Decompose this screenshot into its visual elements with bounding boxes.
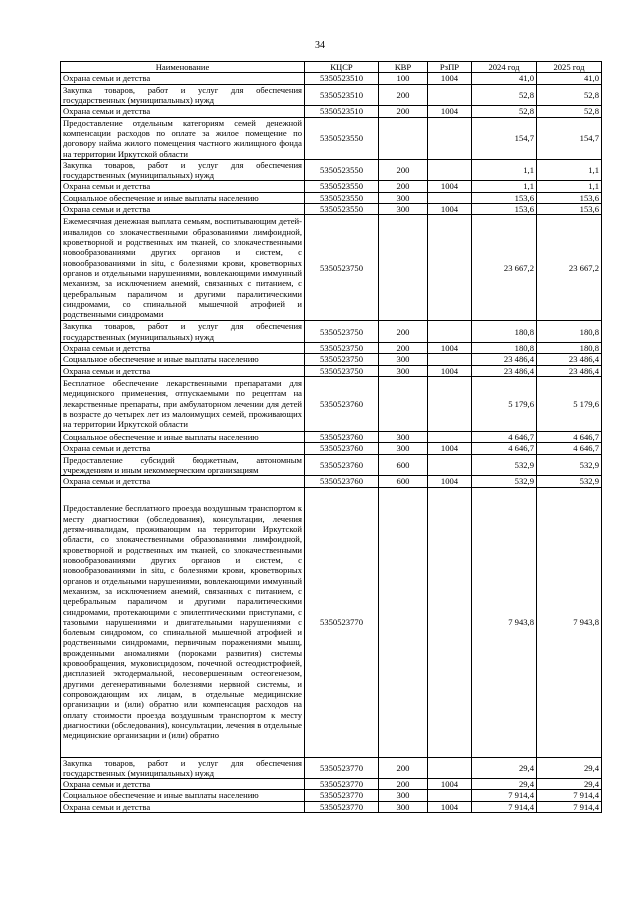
cell-2024: 1,1 xyxy=(472,159,537,181)
cell-name: Охрана семьи и детства xyxy=(61,106,305,117)
column-header-2025: 2025 год xyxy=(537,62,602,73)
cell-2024: 153,6 xyxy=(472,204,537,215)
cell-kvr: 100 xyxy=(379,73,428,84)
cell-kvr xyxy=(379,376,428,431)
cell-2025: 5 179,6 xyxy=(537,376,602,431)
cell-2025: 1,1 xyxy=(537,181,602,192)
cell-2025: 532,9 xyxy=(537,476,602,487)
cell-kcsr: 5350523760 xyxy=(305,376,379,431)
cell-rzpr: 1004 xyxy=(428,73,472,84)
table-row xyxy=(61,73,602,84)
cell-rzpr xyxy=(428,431,472,442)
cell-2025: 180,8 xyxy=(537,343,602,354)
cell-kcsr: 5350523750 xyxy=(305,365,379,376)
cell-kvr: 300 xyxy=(379,354,428,365)
cell-kvr xyxy=(379,487,428,757)
table-row xyxy=(61,321,602,343)
cell-rzpr: 1004 xyxy=(428,779,472,790)
cell-name: Социальное обеспечение и иные выплаты населению xyxy=(61,431,305,442)
cell-kvr: 300 xyxy=(379,431,428,442)
cell-2024: 7 914,4 xyxy=(472,801,537,812)
table-row xyxy=(61,204,602,215)
page-number: 34 xyxy=(315,40,325,51)
cell-2024: 52,8 xyxy=(472,84,537,106)
cell-2025: 29,4 xyxy=(537,779,602,790)
cell-kcsr: 5350523770 xyxy=(305,801,379,812)
cell-2024: 180,8 xyxy=(472,343,537,354)
cell-kvr: 300 xyxy=(379,443,428,454)
cell-name: Охрана семьи и детства xyxy=(61,801,305,812)
cell-2025: 153,6 xyxy=(537,204,602,215)
cell-kvr: 200 xyxy=(379,84,428,106)
cell-kvr: 200 xyxy=(379,779,428,790)
cell-rzpr xyxy=(428,454,472,476)
cell-kvr: 300 xyxy=(379,365,428,376)
cell-2024: 4 646,7 xyxy=(472,431,537,442)
cell-name: Социальное обеспечение и иные выплаты населению xyxy=(61,354,305,365)
cell-2025: 7 914,4 xyxy=(537,790,602,801)
cell-kcsr: 5350523750 xyxy=(305,215,379,321)
cell-name: Социальное обеспечение и иные выплаты населению xyxy=(61,192,305,203)
table-row xyxy=(61,343,602,354)
cell-kcsr: 5350523750 xyxy=(305,343,379,354)
cell-kvr: 200 xyxy=(379,321,428,343)
cell-kvr: 300 xyxy=(379,204,428,215)
cell-kcsr: 5350523770 xyxy=(305,487,379,757)
table-row xyxy=(61,790,602,801)
cell-2025: 52,8 xyxy=(537,84,602,106)
cell-name: Бесплатное обеспечение лекарственными препаратами для медицинского применения, отпускаемыми по рецептам на лекарственные препараты, при амбулаторном лечении для детей в возрасте до четырех лет из малоимущих семей, проживающих на территории Иркутской области xyxy=(61,376,305,431)
cell-2024: 52,8 xyxy=(472,106,537,117)
column-header-kvr: КВР xyxy=(379,62,428,73)
cell-name: Ежемесячная денежная выплата семьям, воспитывающим детей-инвалидов со злокачественными образованиями лимфоидной, кроветворной и родственных им тканей, со злокачественными новообразованиями других органов и систем, с новообразованиями in situ, с болезнями крови, кроветворных органов и отдельными нарушениями, вовлекающими иммунный механизм, за исключением анемий, связанных с питанием, с церебральным параличом и другими паралитическими синдромами, со спинальной мышечной атрофией и родственными синдромами xyxy=(61,215,305,321)
column-header-2024: 2024 год xyxy=(472,62,537,73)
cell-rzpr: 1004 xyxy=(428,365,472,376)
cell-rzpr xyxy=(428,354,472,365)
cell-2024: 153,6 xyxy=(472,192,537,203)
cell-kcsr: 5350523510 xyxy=(305,73,379,84)
table-row xyxy=(61,431,602,442)
table-body xyxy=(61,73,602,813)
cell-name: Предоставление субсидий бюджетным, автономным учреждениям и иным некоммерческим организациям xyxy=(61,454,305,476)
table-row xyxy=(61,801,602,812)
cell-2024: 5 179,6 xyxy=(472,376,537,431)
cell-kvr: 200 xyxy=(379,106,428,117)
cell-2024: 532,9 xyxy=(472,454,537,476)
budget-table xyxy=(60,61,602,813)
cell-2025: 23 486,4 xyxy=(537,365,602,376)
cell-rzpr: 1004 xyxy=(428,476,472,487)
cell-name: Охрана семьи и детства xyxy=(61,204,305,215)
cell-kvr: 300 xyxy=(379,801,428,812)
table-row xyxy=(61,106,602,117)
cell-rzpr xyxy=(428,192,472,203)
cell-2024: 180,8 xyxy=(472,321,537,343)
table-row xyxy=(61,181,602,192)
cell-rzpr xyxy=(428,84,472,106)
table-header-row xyxy=(61,62,602,73)
table-row xyxy=(61,215,602,321)
table-row xyxy=(61,365,602,376)
cell-rzpr xyxy=(428,790,472,801)
table-row xyxy=(61,487,602,757)
cell-2024: 7 943,8 xyxy=(472,487,537,757)
cell-kcsr: 5350523770 xyxy=(305,779,379,790)
column-header-kcsr: КЦСР xyxy=(305,62,379,73)
cell-kcsr: 5350523550 xyxy=(305,204,379,215)
cell-kcsr: 5350523760 xyxy=(305,443,379,454)
cell-rzpr: 1004 xyxy=(428,106,472,117)
cell-2024: 29,4 xyxy=(472,779,537,790)
cell-name: Охрана семьи и детства xyxy=(61,476,305,487)
cell-rzpr: 1004 xyxy=(428,343,472,354)
cell-2025: 180,8 xyxy=(537,321,602,343)
cell-rzpr xyxy=(428,487,472,757)
cell-kvr: 200 xyxy=(379,159,428,181)
cell-2025: 52,8 xyxy=(537,106,602,117)
cell-2025: 532,9 xyxy=(537,454,602,476)
cell-2025: 4 646,7 xyxy=(537,443,602,454)
cell-rzpr: 1004 xyxy=(428,181,472,192)
cell-name: Охрана семьи и детства xyxy=(61,443,305,454)
cell-2024: 23 486,4 xyxy=(472,354,537,365)
cell-kcsr: 5350523550 xyxy=(305,181,379,192)
cell-name: Закупка товаров, работ и услуг для обеспечения государственных (муниципальных) нужд xyxy=(61,321,305,343)
cell-2025: 41,0 xyxy=(537,73,602,84)
table-row xyxy=(61,443,602,454)
cell-kvr: 600 xyxy=(379,454,428,476)
cell-2025: 23 486,4 xyxy=(537,354,602,365)
cell-rzpr xyxy=(428,117,472,159)
cell-name: Предоставление отдельным категориям семей денежной компенсации расходов по оплате за жилое помещение по договору найма жилого помещения частного жилищного фонда на территории Иркутской области xyxy=(61,117,305,159)
cell-kcsr: 5350523760 xyxy=(305,476,379,487)
cell-kcsr: 5350523770 xyxy=(305,757,379,779)
cell-2025: 7 943,8 xyxy=(537,487,602,757)
table-row xyxy=(61,376,602,431)
cell-kcsr: 5350523760 xyxy=(305,454,379,476)
table-row xyxy=(61,454,602,476)
table-row xyxy=(61,192,602,203)
table-row xyxy=(61,476,602,487)
cell-rzpr: 1004 xyxy=(428,443,472,454)
cell-2025: 7 914,4 xyxy=(537,801,602,812)
cell-name: Предоставление бесплатного проезда воздушным транспортом к месту диагностики (обследования), консультации, лечения детям-инвалидам, проживающим на территории Иркутской области, со злокачественными образованиями лимфоидной, кроветворной и родственных им тканей, со злокачественными новообразованиями других органов и систем, с новообразованиями in situ, с болезнями крови, кроветворных органов и отдельными нарушениями, вовлекающими иммунный механизм, за исключением анемий, связанных с питанием, с церебральным параличом и другими паралитическими синдромами, протекающими с эпилептическими приступами, с тазовыми нарушениями и двигательными нарушениями с болевым синдромом, со спинальной мышечной атрофией и родственными синдромами, первичным поражениями мышц, врожденными аномалиями (пороками развития) системы кровообращения, муковисцидозом, почечной остеодистрофией, дисплазией эктодермальной, несовершенным остеогенезом, другими дегенеративными болезнями нервной системы, и сопровождающим их лицам, в отдельные медицинские организации и (или) обратно или компенсация расходов на оплату стоимости проезда воздушным транспортом к месту диагностики (обследования), консультации, лечения в отдельные медицинские организации и (или) обратно xyxy=(61,487,305,757)
cell-kcsr: 5350523510 xyxy=(305,106,379,117)
cell-2024: 4 646,7 xyxy=(472,443,537,454)
cell-2025: 1,1 xyxy=(537,159,602,181)
table-row xyxy=(61,117,602,159)
cell-name: Охрана семьи и детства xyxy=(61,343,305,354)
cell-name: Закупка товаров, работ и услуг для обеспечения государственных (муниципальных) нужд xyxy=(61,159,305,181)
cell-2024: 1,1 xyxy=(472,181,537,192)
table-row xyxy=(61,757,602,779)
cell-kcsr: 5350523550 xyxy=(305,159,379,181)
cell-2024: 7 914,4 xyxy=(472,790,537,801)
cell-rzpr xyxy=(428,159,472,181)
cell-kcsr: 5350523510 xyxy=(305,84,379,106)
cell-kvr xyxy=(379,215,428,321)
cell-name: Социальное обеспечение и иные выплаты населению xyxy=(61,790,305,801)
cell-kcsr: 5350523750 xyxy=(305,321,379,343)
cell-kvr: 200 xyxy=(379,343,428,354)
cell-rzpr: 1004 xyxy=(428,801,472,812)
cell-kcsr: 5350523770 xyxy=(305,790,379,801)
cell-rzpr xyxy=(428,376,472,431)
cell-rzpr: 1004 xyxy=(428,204,472,215)
cell-name: Охрана семьи и детства xyxy=(61,73,305,84)
cell-kvr: 200 xyxy=(379,757,428,779)
cell-2024: 154,7 xyxy=(472,117,537,159)
table-row xyxy=(61,84,602,106)
cell-2025: 153,6 xyxy=(537,192,602,203)
cell-kvr: 300 xyxy=(379,192,428,203)
cell-kcsr: 5350523550 xyxy=(305,192,379,203)
cell-2024: 29,4 xyxy=(472,757,537,779)
table-row xyxy=(61,159,602,181)
cell-2024: 41,0 xyxy=(472,73,537,84)
cell-name: Охрана семьи и детства xyxy=(61,779,305,790)
cell-2025: 4 646,7 xyxy=(537,431,602,442)
cell-kvr: 300 xyxy=(379,790,428,801)
table-row xyxy=(61,354,602,365)
cell-rzpr xyxy=(428,215,472,321)
cell-kvr xyxy=(379,117,428,159)
cell-name: Охрана семьи и детства xyxy=(61,365,305,376)
cell-name: Охрана семьи и детства xyxy=(61,181,305,192)
cell-2025: 23 667,2 xyxy=(537,215,602,321)
cell-rzpr xyxy=(428,321,472,343)
cell-2025: 29,4 xyxy=(537,757,602,779)
cell-kcsr: 5350523550 xyxy=(305,117,379,159)
column-header-name: Наименование xyxy=(61,62,305,73)
cell-name: Закупка товаров, работ и услуг для обеспечения государственных (муниципальных) нужд xyxy=(61,757,305,779)
cell-kvr: 200 xyxy=(379,181,428,192)
cell-name: Закупка товаров, работ и услуг для обеспечения государственных (муниципальных) нужд xyxy=(61,84,305,106)
cell-kcsr: 5350523760 xyxy=(305,431,379,442)
cell-2024: 532,9 xyxy=(472,476,537,487)
table-row xyxy=(61,779,602,790)
cell-2024: 23 667,2 xyxy=(472,215,537,321)
cell-rzpr xyxy=(428,757,472,779)
cell-kvr: 600 xyxy=(379,476,428,487)
cell-2025: 154,7 xyxy=(537,117,602,159)
cell-2024: 23 486,4 xyxy=(472,365,537,376)
cell-kcsr: 5350523750 xyxy=(305,354,379,365)
column-header-rzpr: РзПР xyxy=(428,62,472,73)
